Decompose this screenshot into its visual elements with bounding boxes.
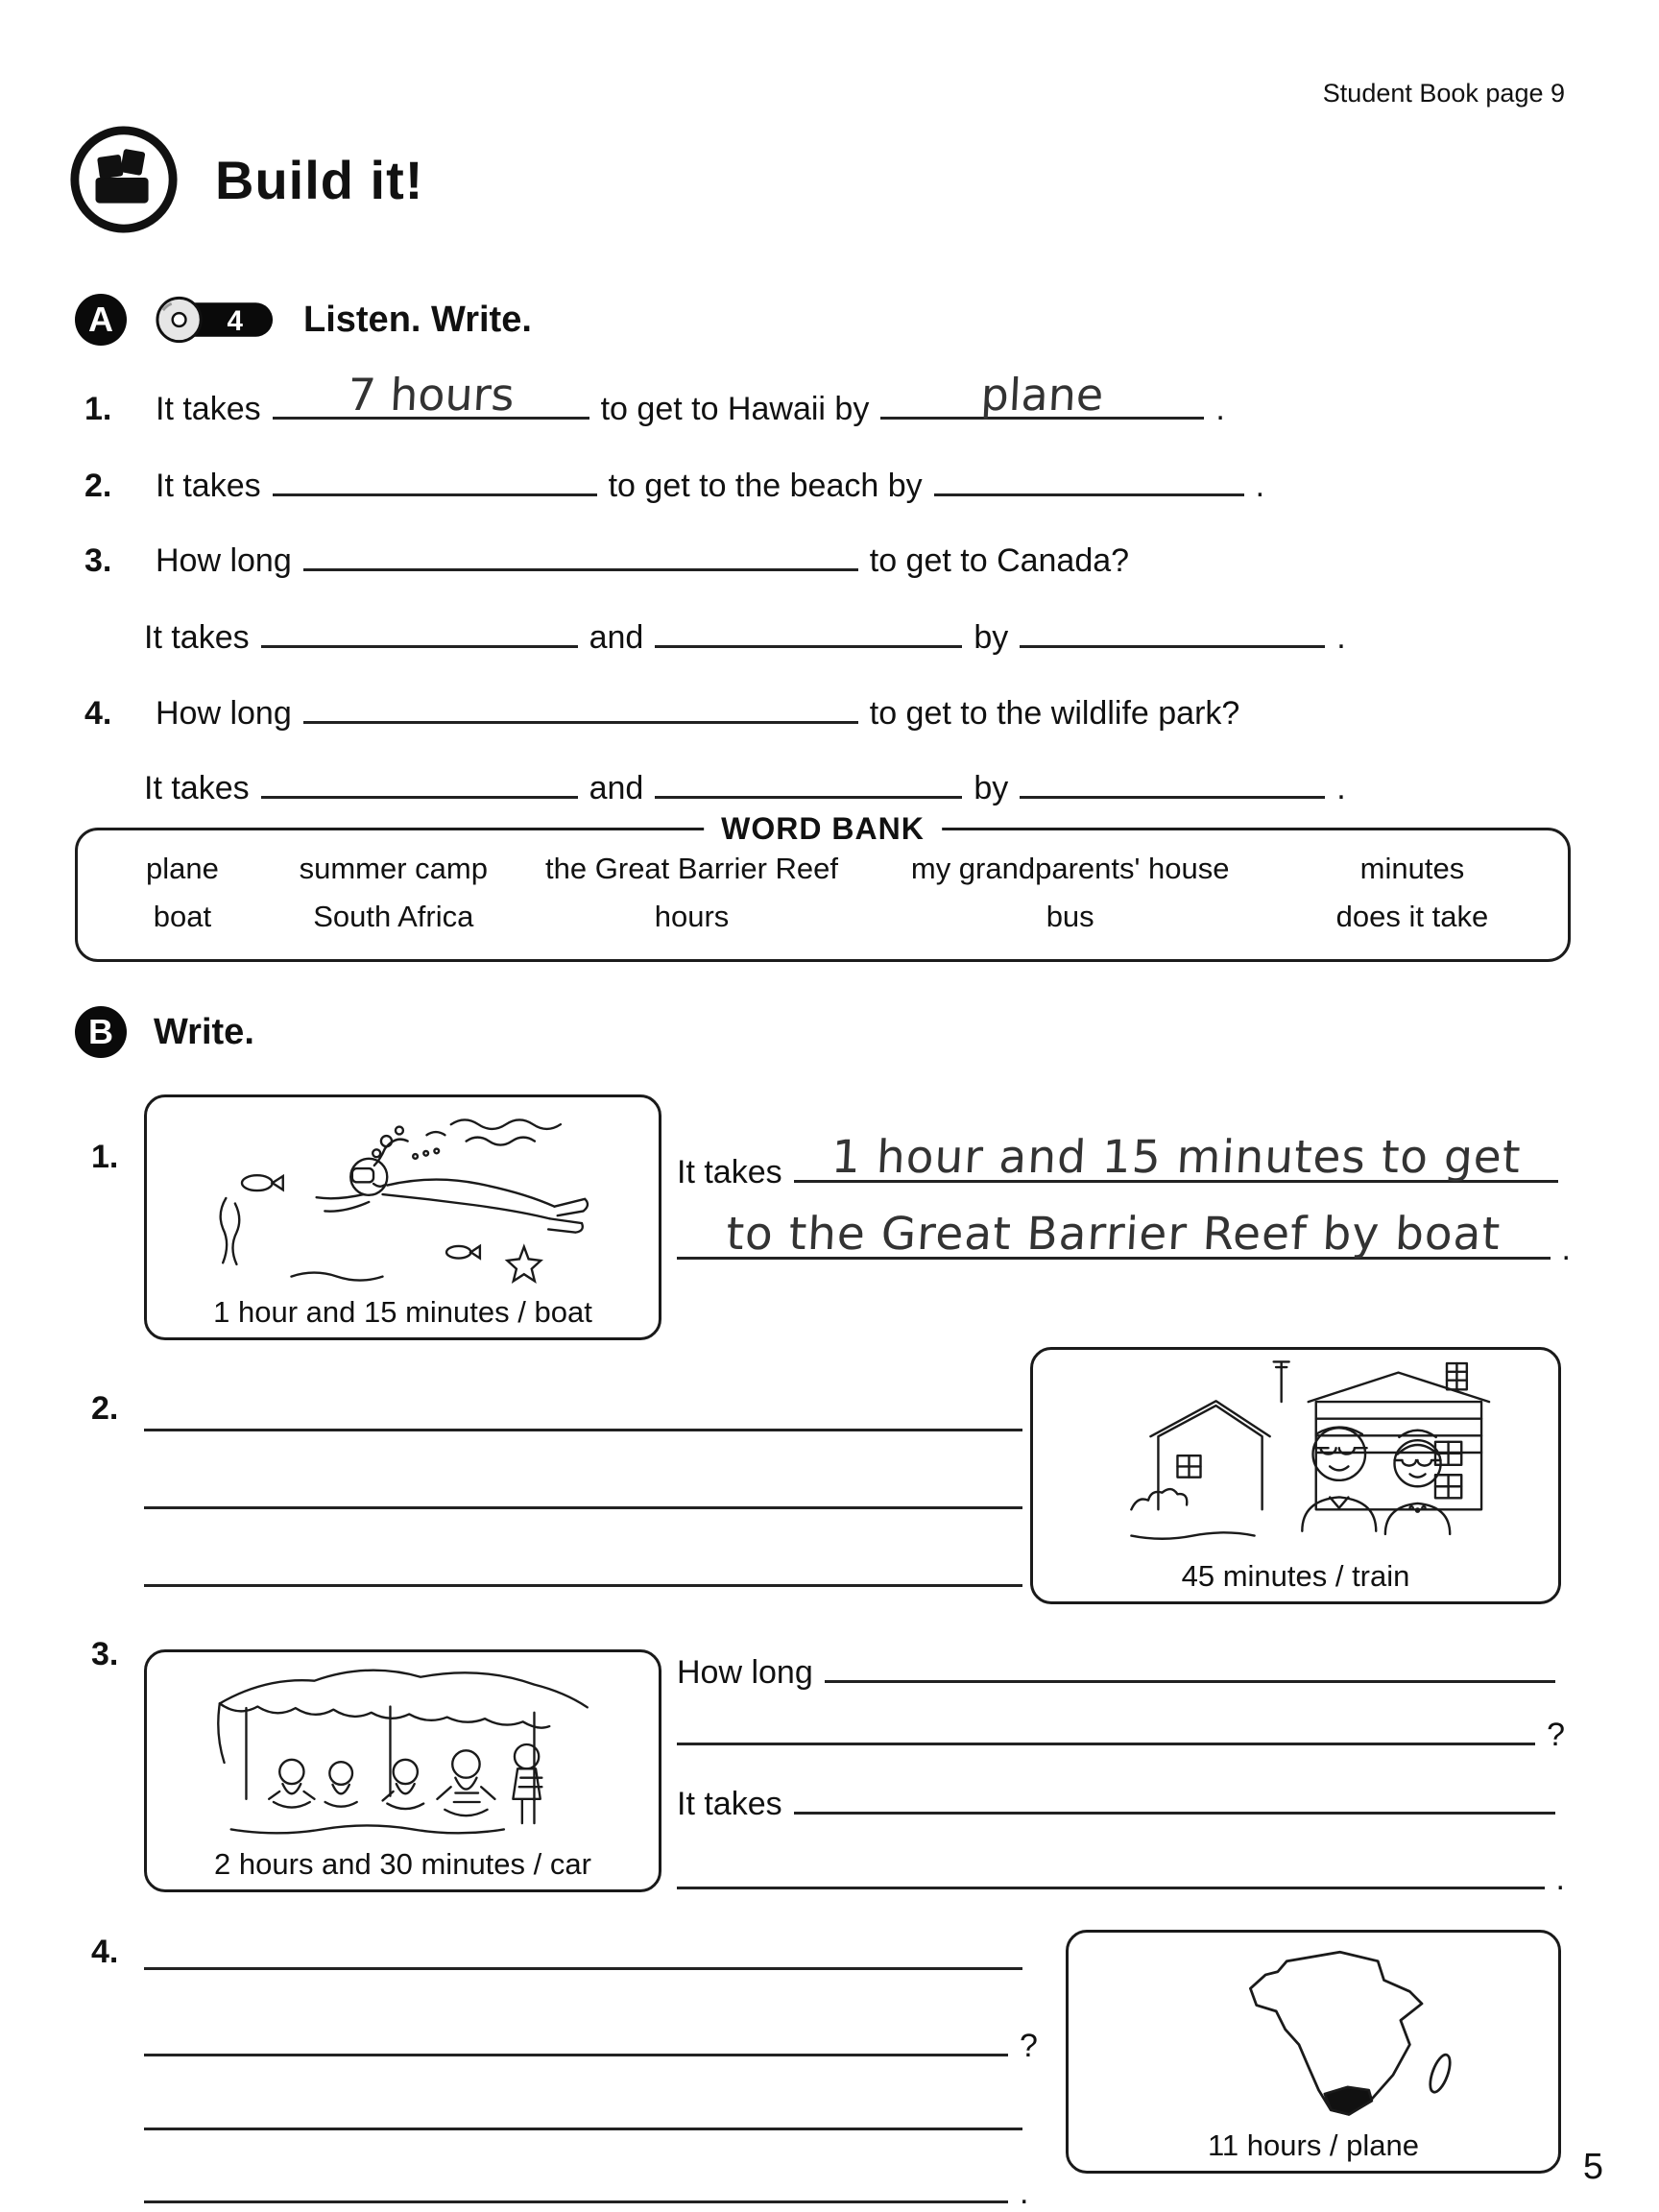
answer-blank[interactable] — [825, 1640, 1555, 1683]
exercise-a-item-3-answer — [144, 605, 1346, 657]
student-book-page-note: Student Book page 9 — [1322, 79, 1565, 108]
prompt-text: It takes — [156, 391, 261, 427]
period: . — [1555, 1861, 1565, 1897]
item-number: 3. — [91, 1636, 119, 1672]
section-a-instruction: Listen. Write. — [303, 299, 532, 340]
prompt-text: to get to Hawaii by — [600, 391, 870, 427]
prompt-text: It takes — [677, 1786, 782, 1822]
answer-blank[interactable] — [1020, 756, 1325, 799]
answer-blank[interactable] — [677, 1846, 1545, 1889]
picture-africa-map — [1066, 1930, 1561, 2174]
period: . — [1336, 619, 1346, 656]
word-bank-item: hours — [654, 900, 730, 933]
section-b-header — [75, 1006, 254, 1058]
answer-blank[interactable] — [303, 528, 858, 571]
item-number: 4. — [84, 695, 112, 732]
answer-blank[interactable] — [144, 2013, 1008, 2056]
word-bank-item: boat — [153, 900, 212, 933]
handwritten-answer: plane — [979, 369, 1106, 421]
answer-blank[interactable] — [794, 1771, 1555, 1815]
audio-track-number: 4 — [227, 304, 243, 337]
picture-caption: 11 hours / plane — [1207, 2128, 1420, 2162]
word-bank-item: summer camp — [299, 852, 488, 885]
period: . — [1561, 1231, 1571, 1267]
exercise-a-item-2 — [84, 453, 1264, 505]
handwritten-answer: 1 hour and 15 minutes to get — [830, 1131, 1523, 1184]
cd-audio-icon — [154, 296, 276, 344]
word-bank-item: South Africa — [313, 900, 474, 933]
exercise-b4-question-line-2 — [144, 2013, 1038, 2065]
word-bank-item: the Great Barrier Reef — [545, 852, 839, 885]
question-mark: ? — [1547, 1717, 1565, 1753]
prompt-text: by — [974, 770, 1009, 806]
answer-blank[interactable] — [273, 369, 589, 421]
grandparents-house-illustration — [1039, 1356, 1552, 1557]
answer-blank[interactable] — [144, 2160, 1008, 2203]
answer-blank[interactable] — [677, 1702, 1535, 1745]
prompt-text: to get to Canada? — [869, 542, 1130, 579]
exercise-a-item-4-question — [84, 681, 1239, 733]
answer-blank[interactable] — [144, 1429, 1022, 1431]
period: . — [1215, 391, 1225, 427]
section-b-instruction: Write. — [154, 1011, 254, 1052]
exercise-b3-answer-line-2 — [677, 1846, 1565, 1898]
word-bank-item: plane — [146, 852, 219, 885]
word-bank — [75, 811, 1571, 962]
item-number: 1. — [84, 391, 112, 427]
item-number: 3. — [84, 542, 112, 579]
picture-camping — [144, 1649, 661, 1892]
prompt-text: How long — [677, 1654, 813, 1691]
prompt-text: It takes — [144, 619, 250, 656]
item-number: 2. — [91, 1390, 119, 1427]
prompt-text: to get to the beach by — [608, 468, 923, 504]
question-mark: ? — [1020, 2028, 1038, 2064]
prompt-text: It takes — [156, 468, 261, 504]
exercise-a-item-4-answer — [144, 756, 1346, 807]
answer-blank[interactable] — [303, 681, 858, 724]
word-bank-title: WORD BANK — [704, 811, 942, 847]
answer-blank[interactable] — [794, 1131, 1558, 1184]
answer-blank[interactable] — [261, 605, 578, 648]
item-number: 4. — [91, 1934, 119, 1970]
period: . — [1255, 468, 1265, 504]
section-b-badge: B — [75, 1006, 127, 1058]
answer-blank[interactable] — [144, 1967, 1022, 1970]
picture-caption: 45 minutes / train — [1181, 1559, 1410, 1593]
building-blocks-icon — [67, 123, 180, 236]
title-row — [67, 123, 423, 236]
exercise-b1-answer-line-2 — [677, 1208, 1571, 1268]
exercise-a-item-1 — [84, 369, 1225, 428]
picture-grandparents-house — [1030, 1347, 1561, 1604]
prompt-text: by — [974, 619, 1009, 656]
answer-blank[interactable] — [880, 369, 1204, 421]
answer-blank[interactable] — [261, 756, 578, 799]
exercise-b3-question-line-1 — [677, 1640, 1555, 1692]
answer-blank[interactable] — [655, 605, 962, 648]
word-bank-item: minutes — [1359, 852, 1465, 885]
answer-blank[interactable] — [677, 1208, 1551, 1261]
section-a-badge: A — [75, 294, 127, 346]
picture-snorkeler — [144, 1094, 661, 1340]
exercise-b4-answer-line-2 — [144, 2160, 1028, 2212]
prompt-text: and — [589, 619, 644, 656]
word-bank-item: does it take — [1335, 900, 1489, 933]
period: . — [1336, 770, 1346, 806]
section-a-header — [75, 294, 532, 346]
prompt-text: to get to the wildlife park? — [869, 695, 1240, 732]
picture-caption: 1 hour and 15 minutes / boat — [213, 1295, 592, 1329]
item-number: 2. — [84, 468, 112, 504]
word-bank-item: bus — [1046, 900, 1094, 933]
exercise-b3-question-line-2 — [677, 1702, 1565, 1754]
exercise-b3-answer-line-1 — [677, 1771, 1555, 1823]
handwritten-answer: 7 hours — [346, 369, 516, 421]
answer-blank[interactable] — [934, 453, 1244, 496]
answer-blank[interactable] — [144, 2128, 1022, 2130]
snorkeler-illustration — [153, 1103, 653, 1293]
item-number: 1. — [91, 1139, 119, 1175]
handwritten-answer: to the Great Barrier Reef by boat — [725, 1208, 1503, 1261]
prompt-text: How long — [156, 542, 292, 579]
answer-blank[interactable] — [1020, 605, 1325, 648]
exercise-a-item-3-question — [84, 528, 1129, 580]
period: . — [1020, 2175, 1029, 2211]
page-title: Build it! — [215, 149, 424, 210]
prompt-text: and — [589, 770, 644, 806]
word-bank-item: my grandparents' house — [910, 852, 1230, 885]
answer-blank[interactable] — [273, 453, 597, 496]
exercise-b1-answer-line-1 — [677, 1131, 1558, 1191]
prompt-text: It takes — [677, 1154, 782, 1190]
camping-kids-illustration — [153, 1658, 653, 1845]
prompt-text: It takes — [144, 770, 250, 806]
answer-blank[interactable] — [655, 756, 962, 799]
page-number: 5 — [1582, 2147, 1603, 2187]
answer-blank[interactable] — [144, 1506, 1022, 1509]
answer-blank[interactable] — [144, 1584, 1022, 1587]
picture-caption: 2 hours and 30 minutes / car — [214, 1847, 591, 1881]
africa-map-illustration — [1074, 1938, 1552, 2127]
prompt-text: How long — [156, 695, 292, 732]
